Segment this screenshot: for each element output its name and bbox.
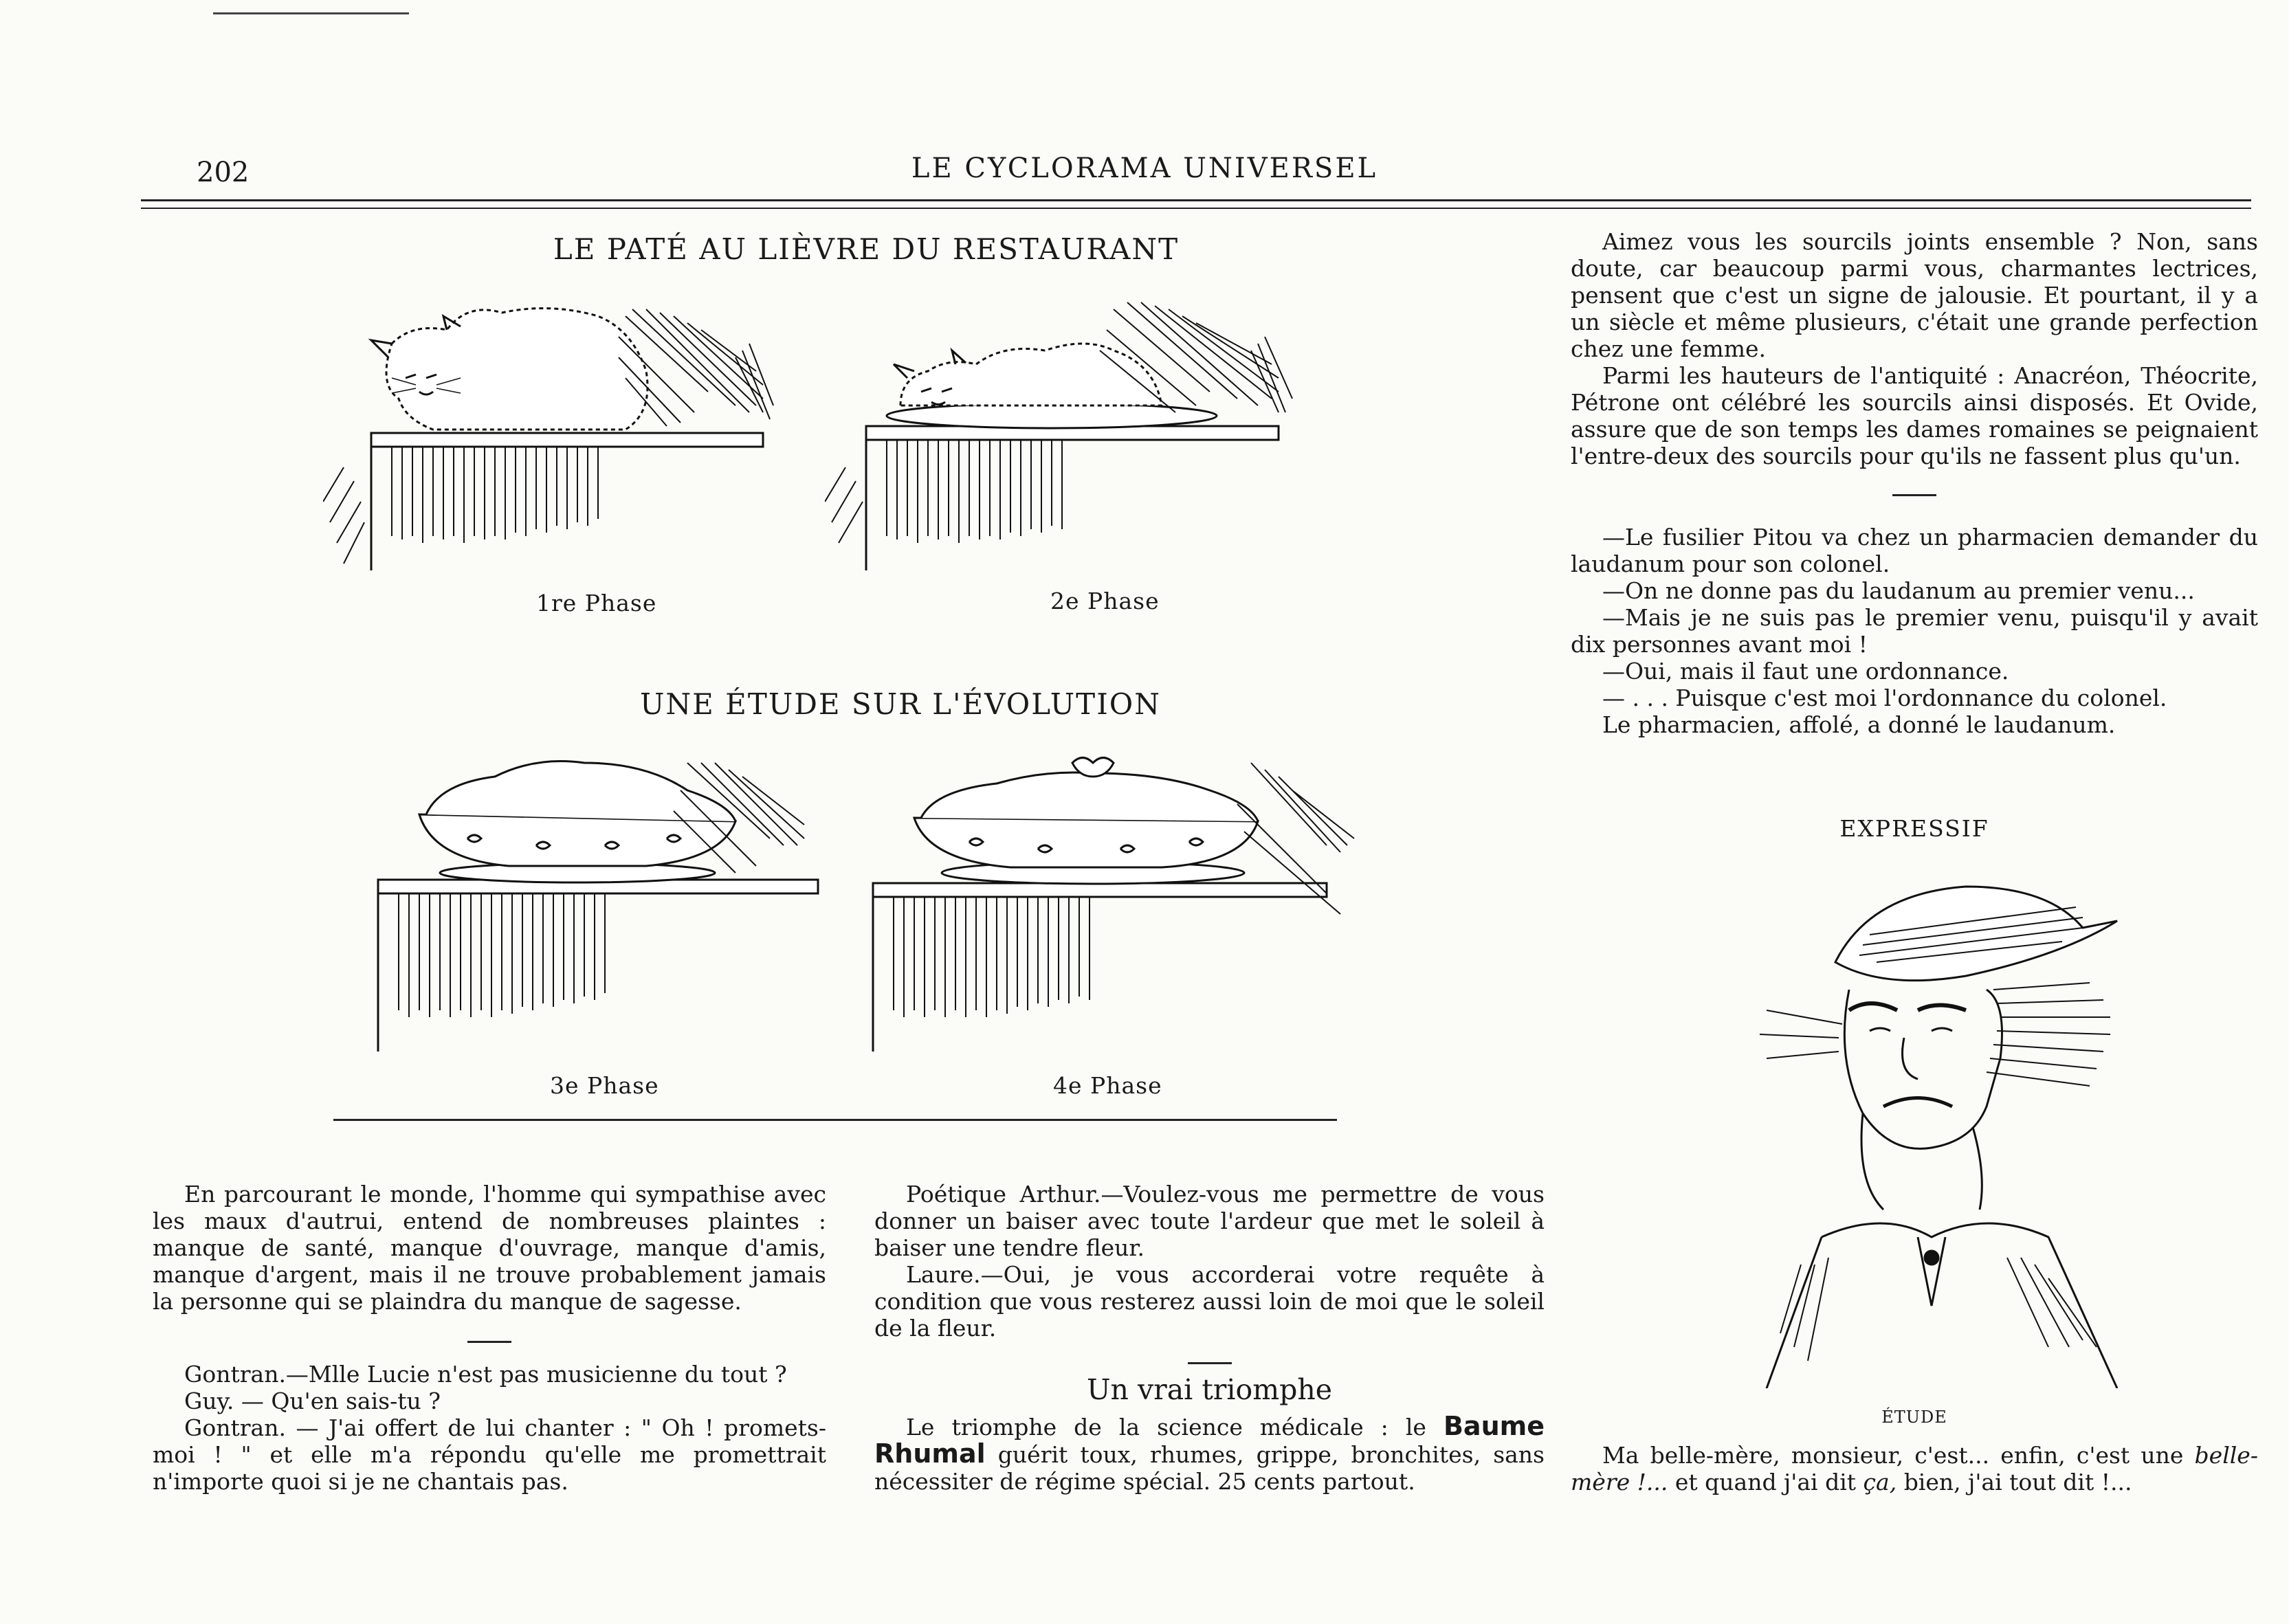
right-joke-paragraph — [1571, 1442, 2258, 1495]
right-dialog-line-2: —On ne donne pas du laudanum au premier venu... — [1602, 577, 2195, 604]
left-separator — [467, 1341, 511, 1343]
middle-paragraph-2: Laure.—Oui, je vous accorderai votre requête à condition que vous resterez aussi loin de moi que le soleil de la fleur. — [874, 1261, 1545, 1342]
cartoon-bottom-rule — [333, 1119, 1337, 1121]
right-separator — [1892, 494, 1936, 496]
right-paragraph-2: Parmi les hauteurs de l'antiquité : Anacréon, Théocrite, Pétrone ont célébré les sourcils ainsi disposés. Et Ovide, assure que de son temps les dames romaines se peignaient l'entre-deux des sourcils pour qu'ils ne fassent plus qu'un. — [1571, 362, 2258, 469]
left-column — [153, 1181, 826, 1495]
phase-2-illustration — [825, 275, 1347, 577]
phase-1-caption: 1re Phase — [536, 590, 657, 616]
top-rule — [213, 12, 409, 14]
joke-text-before: Ma belle-mère, monsieur, c'est... enfin, c'est une — [1602, 1442, 2184, 1469]
left-paragraph-1: En parcourant le monde, l'homme qui sympathise avec les maux d'autrui, entend de nombreuses plaintes : manque de santé, manque d'ouvrage, manque d'amis, manque d'argent, mais il ne trouve probablement jamais la personne qui se plaindra du manque de sagesse. — [153, 1181, 826, 1315]
joke-italic-1: belle-mère !... — [1571, 1442, 2258, 1495]
phase-4-caption: 4e Phase — [1053, 1072, 1162, 1099]
joke-italic-2: ça, — [1863, 1469, 1897, 1495]
ad-title: Un vrai triomphe — [1086, 1373, 1332, 1406]
portrait-caption: ÉTUDE — [1881, 1408, 1947, 1427]
right-dialog-line-5: — . . . Puisque c'est moi l'ordonnance du colonel. — [1602, 685, 2167, 711]
cartoon-title-1: LE PATÉ AU LIÈVRE DU RESTAURANT — [553, 232, 1180, 266]
left-dialog-line-2: Guy. — Qu'en sais-tu ? — [184, 1388, 441, 1414]
left-dialog-line-1: Gontran.—Mlle Lucie n'est pas musicienne du tout ? — [184, 1361, 787, 1388]
middle-separator — [1188, 1362, 1232, 1364]
ad-text-after: guérit toux, rhumes, grippe, bronchites, sans nécessiter de régime spécial. 25 cents partout. — [874, 1441, 1545, 1495]
ad-brand: Baume Rhumal — [874, 1411, 1545, 1469]
phase-3-illustration — [357, 735, 866, 1065]
right-column-top — [1571, 228, 2258, 738]
right-dialog-line-4: —Oui, mais il faut une ordonnance. — [1602, 658, 2009, 685]
header-rule-thin — [141, 208, 2251, 209]
joke-text-middle: et quand j'ai dit — [1674, 1469, 1857, 1495]
portrait-illustration — [1760, 852, 2131, 1388]
cartoon-title-2: UNE ÉTUDE SUR L'ÉVOLUTION — [640, 687, 1161, 721]
ad-paragraph — [874, 1413, 1545, 1495]
phase-2-caption: 2e Phase — [1050, 588, 1160, 614]
portrait-title: EXPRESSIF — [1839, 815, 1989, 842]
left-dialog-line-3: Gontran. — J'ai offert de lui chanter : " Oh ! promets-moi ! " et elle m'a répondu qu'elle me promettrait n'importe quoi si je ne chantais pas. — [153, 1414, 826, 1495]
ad-text-before: Le triomphe de la science médicale : le — [906, 1414, 1426, 1441]
running-title: LE CYCLORAMA UNIVERSEL — [911, 153, 1378, 184]
right-dialog-line-1: —Le fusilier Pitou va chez un pharmacien demander du laudanum pour son colonel. — [1571, 524, 2258, 577]
middle-paragraph-1: Poétique Arthur.—Voulez-vous me permettre de vous donner un baiser avec toute l'ardeur que met le soleil à baiser une tendre fleur. — [874, 1181, 1545, 1261]
right-paragraph-1: Aimez vous les sourcils joints ensemble ? Non, sans doute, car beaucoup parmi vous, charmantes lectrices, pensent que c'est un signe de jalousie. Et pourtant, il y a un siècle et même plusieurs, c'était une grande perfection chez une femme. — [1571, 228, 2258, 362]
right-dialog-line-3: —Mais je ne suis pas le premier venu, puisqu'il y avait dix personnes avant moi ! — [1571, 604, 2258, 658]
phase-3-caption: 3e Phase — [550, 1072, 659, 1099]
header-rule — [141, 199, 2251, 201]
phase-4-illustration — [859, 735, 1368, 1065]
middle-column — [874, 1181, 1545, 1495]
right-joke — [1571, 1442, 2258, 1495]
page-number: 202 — [197, 157, 250, 188]
phase-1-illustration — [323, 275, 845, 577]
joke-text-after: bien, j'ai tout dit !... — [1903, 1469, 2132, 1495]
right-dialog-line-6: Le pharmacien, affolé, a donné le laudanum. — [1602, 711, 2116, 738]
